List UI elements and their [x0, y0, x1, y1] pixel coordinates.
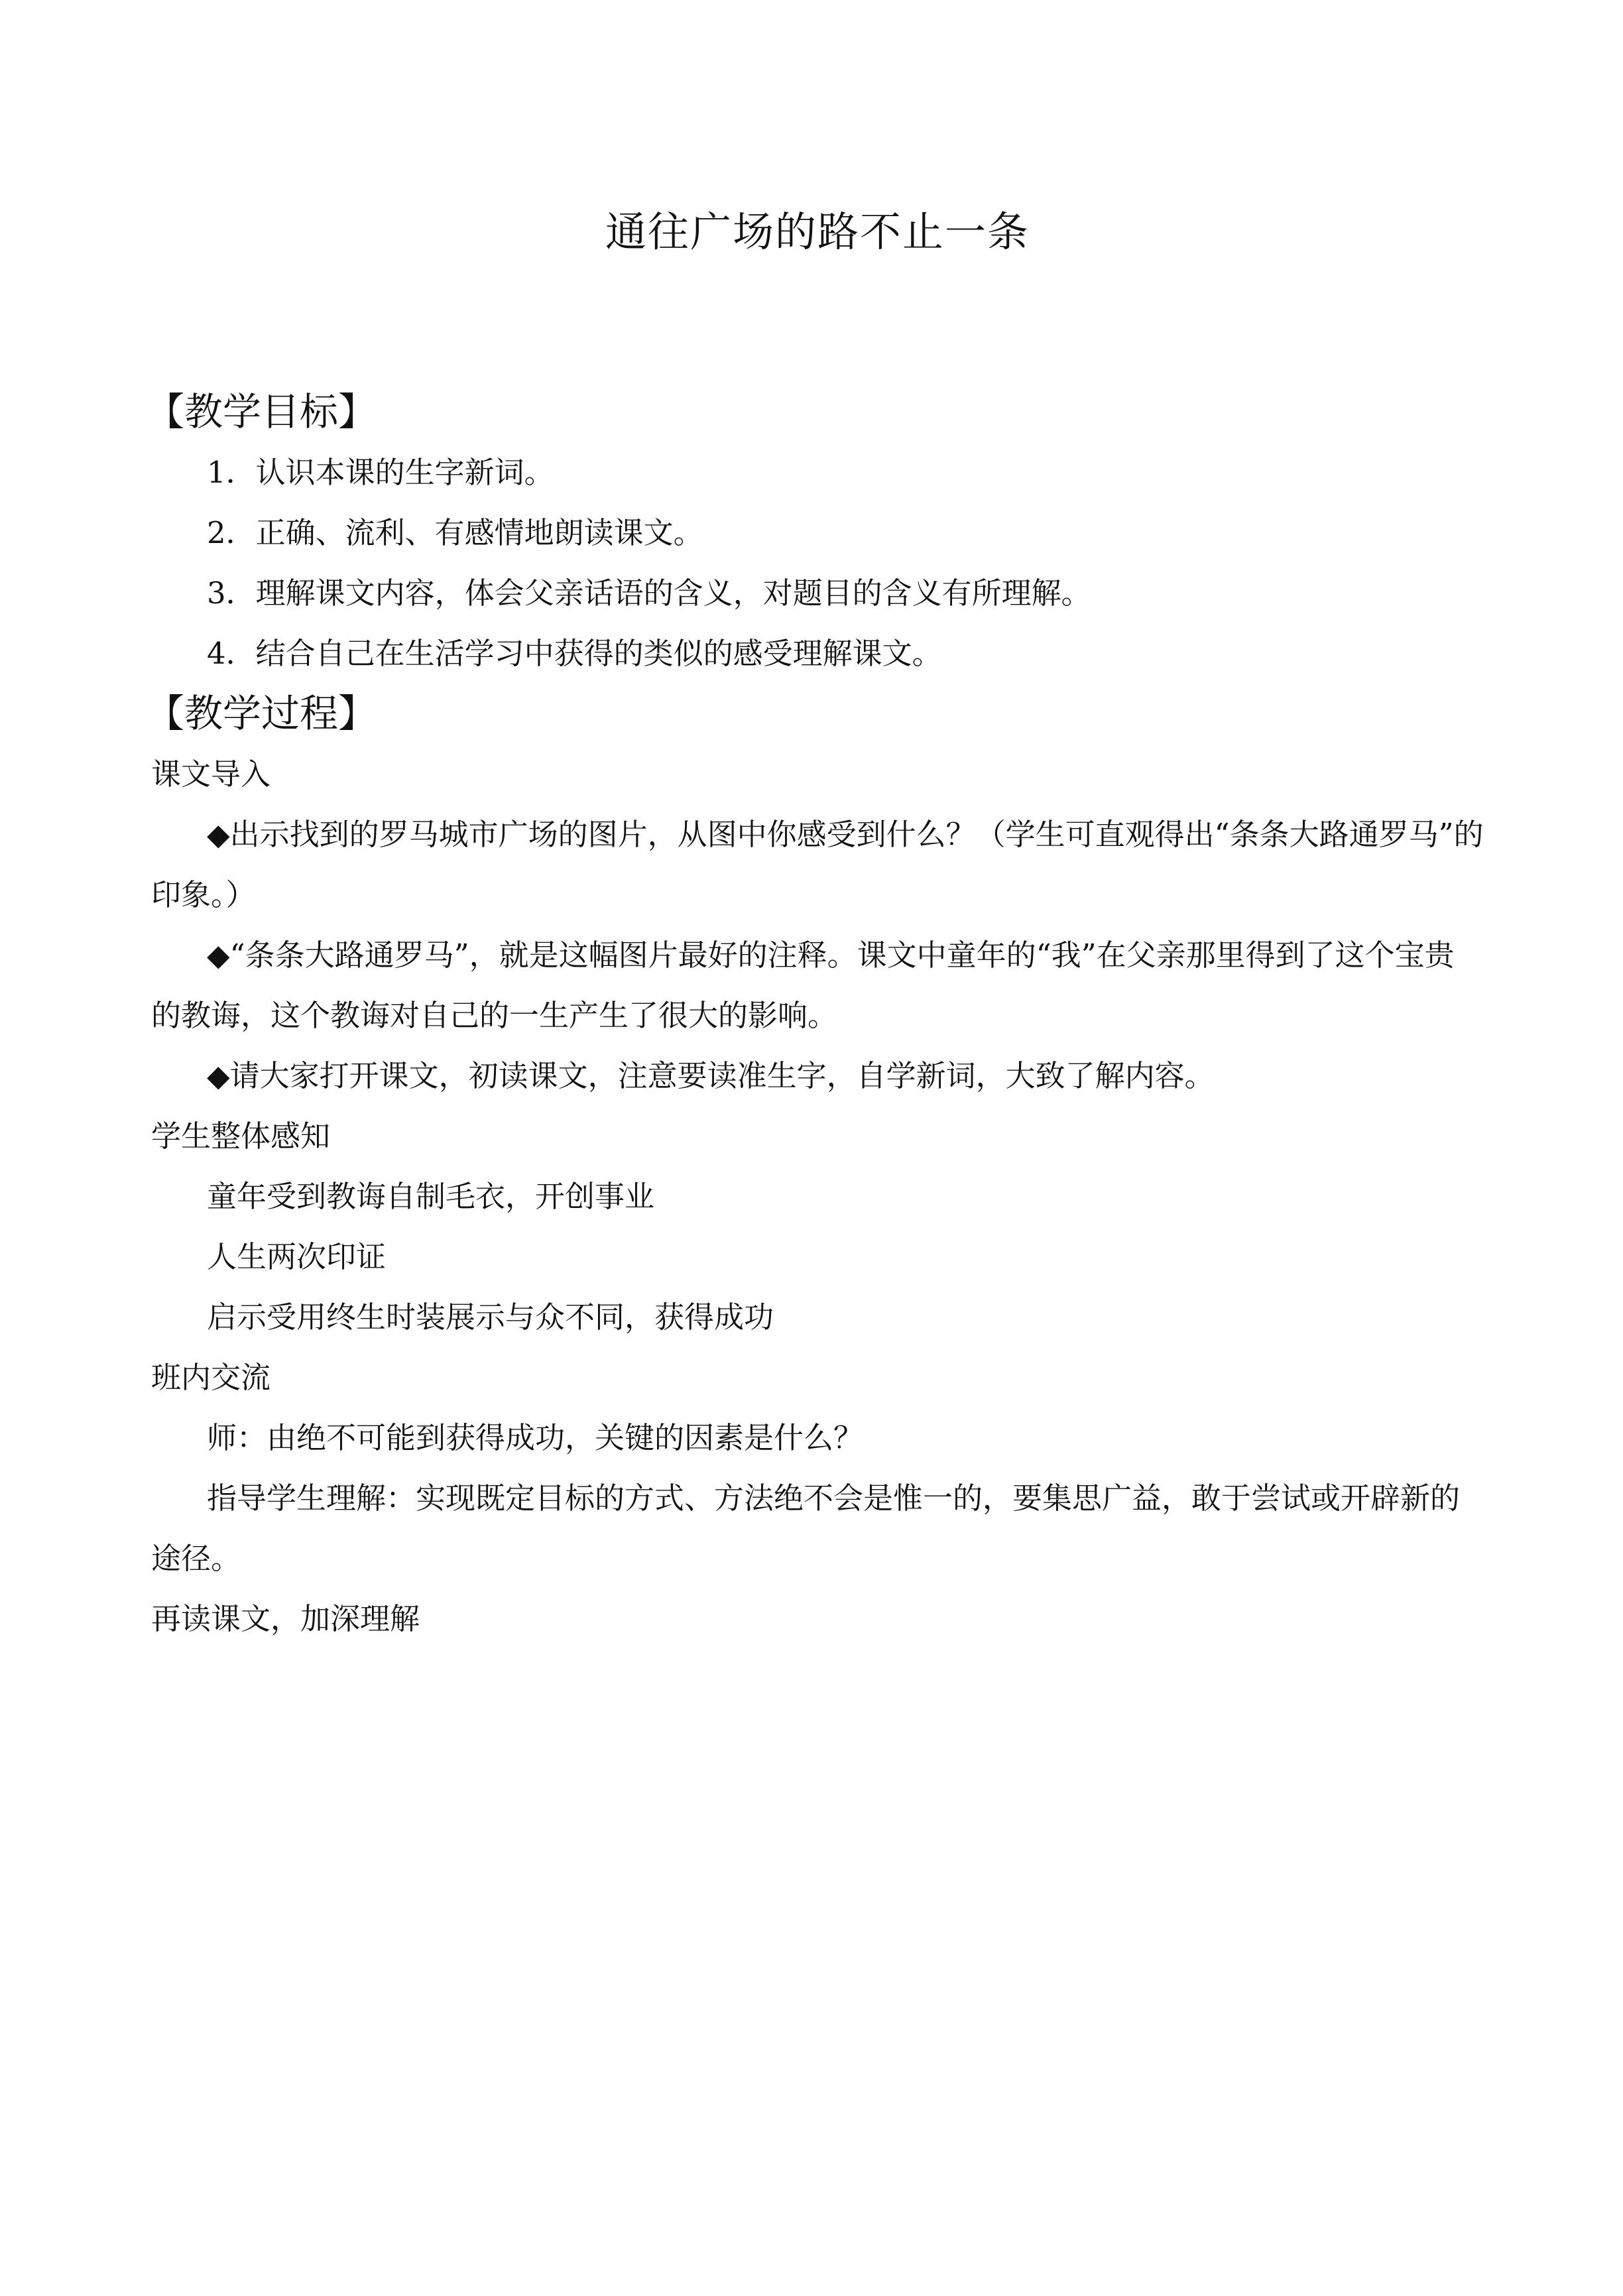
discussion-paragraph: 指导学生理解：实现既定目标的方式、方法绝不会是惟一的，要集思广益，敢于尝试或开辟新的途径。	[151, 1480, 1461, 1576]
reread-heading: 再读课文，加深理解	[151, 1601, 420, 1636]
objectives-heading: 【教学目标】	[146, 389, 377, 434]
perception-line: 启示受用终生时装展示与众不同，获得成功	[207, 1299, 774, 1335]
objective-item: 4．结合自己在生活学习中获得的类似的感受理解课文。	[207, 636, 942, 671]
intro-heading: 课文导入	[151, 756, 271, 792]
document-title: 通往广场的路不止一条	[605, 208, 1030, 256]
objective-item: 2．正确、流利、有感情地朗读课文。	[207, 515, 703, 550]
intro-paragraph: ◆出示找到的罗马城市广场的图片，从图中你感受到什么？（学生可直观得出“条条大路通罗马”的印象。）	[151, 817, 1484, 912]
document-body	[146, 382, 1484, 1649]
objective-item: 1．认识本课的生字新词。	[207, 455, 554, 490]
intro-paragraph: ◆“条条大路通罗马”，就是这幅图片最好的注释。课文中童年的“我”在父亲那里得到了这个宝贵的教诲，这个教诲对自己的一生产生了很大的影响。	[151, 937, 1455, 1033]
intro-paragraph: ◆请大家打开课文，初读课文，注意要读准生字，自学新词，大致了解内容。	[207, 1058, 1215, 1093]
objective-item: 3．理解课文内容，体会父亲话语的含义，对题目的含义有所理解。	[207, 575, 1091, 611]
process-heading: 【教学过程】	[146, 691, 377, 736]
perception-line: 童年受到教诲自制毛衣，开创事业	[207, 1179, 655, 1214]
discussion-paragraph: 师：由绝不可能到获得成功，关键的因素是什么？	[207, 1420, 864, 1455]
perception-line: 人生两次印证	[207, 1239, 387, 1274]
discussion-heading: 班内交流	[151, 1360, 271, 1395]
perception-heading: 学生整体感知	[151, 1118, 331, 1154]
objectives-list	[151, 442, 1484, 684]
